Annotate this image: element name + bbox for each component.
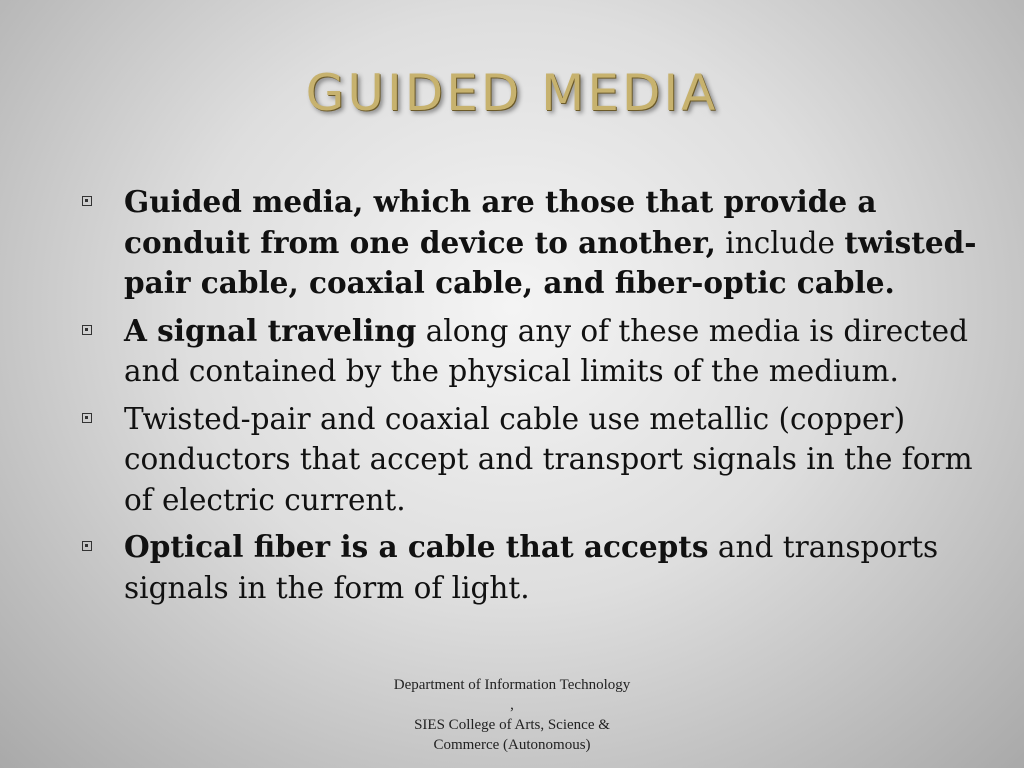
square-bullet-icon [82, 196, 92, 206]
footer-college-cont: Commerce (Autonomous) [433, 737, 591, 753]
bullet-bold-text: twisted-pair cable, coaxial cable, and fiber-optic cable. [124, 224, 977, 300]
footer-separator: , [510, 697, 514, 713]
bullet-text: and transports signals in the form of light. [124, 530, 939, 605]
bullet-text: Twisted-pair and coaxial cable use metallic (copper) conductors that accept and transport signals in the form of electric current. [124, 401, 973, 517]
bullet-bold-text: Optical fiber is a cable that accepts [124, 529, 709, 564]
bullet-list [78, 182, 978, 615]
square-bullet-icon [82, 413, 92, 423]
bullet-text: include [715, 225, 845, 260]
footer-college: SIES College of Arts, Science & [414, 717, 610, 733]
square-bullet-icon [82, 541, 92, 551]
footer-department: Department of Information Technology [393, 677, 631, 693]
bullet-item-signal-traveling [78, 311, 978, 392]
bullet-item-guided-media [78, 182, 978, 304]
slide-title: GUIDED MEDIA [305, 64, 719, 122]
bullet-item-optical-fiber [78, 527, 978, 608]
square-bullet-icon [82, 325, 92, 335]
slide-footer [350, 675, 674, 755]
bullet-text: along any of these media is directed and contained by the physical limits of the medium. [124, 313, 968, 388]
bullet-bold-text: Guided media, which are those that provide a conduit from one device to another, [124, 184, 877, 260]
bullet-item-twisted-pair [78, 399, 978, 521]
bullet-bold-text: A signal traveling [124, 312, 417, 348]
